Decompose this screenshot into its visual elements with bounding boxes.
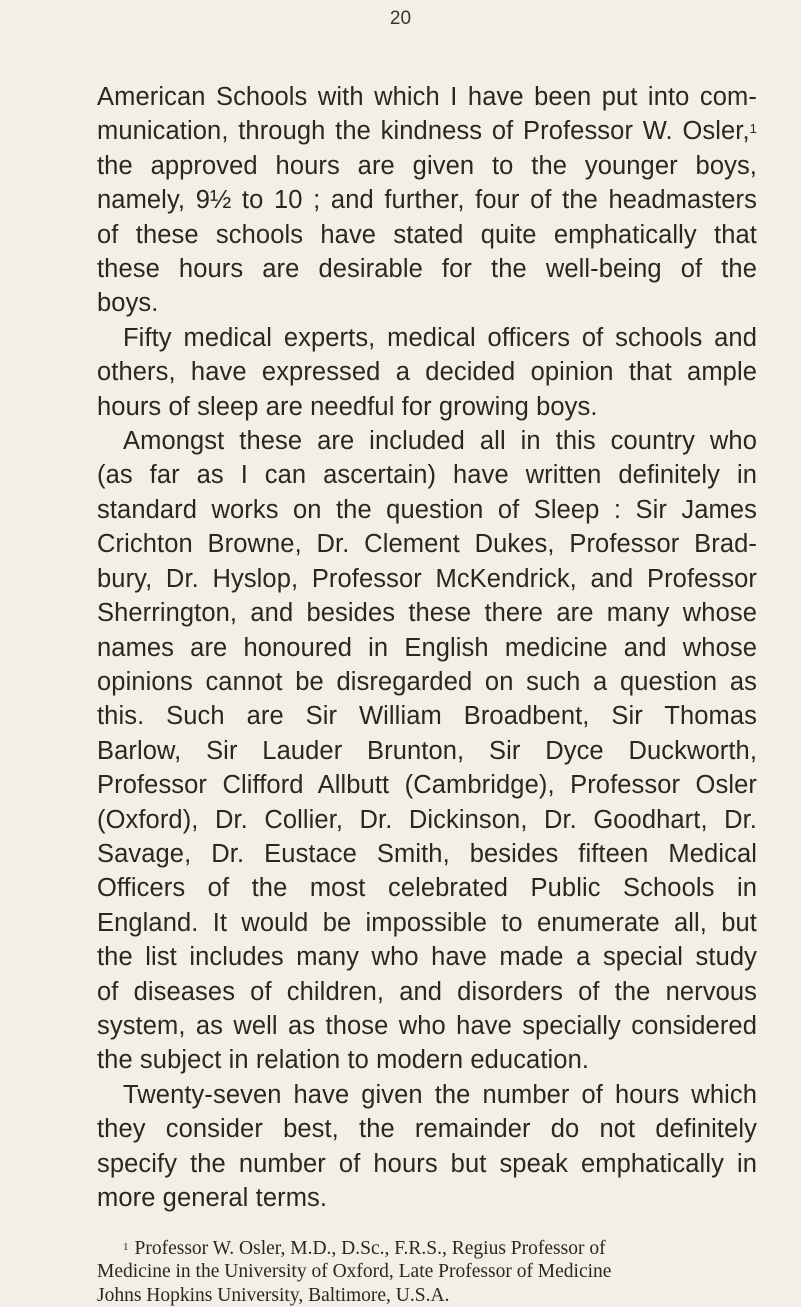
page-number: 20	[389, 8, 412, 29]
text-line: Amongst these are included all in this country who	[123, 427, 757, 456]
text-line: American Schools with which I have been put into com-	[97, 83, 757, 111]
text-line: names are honoured in English medicine and whose	[97, 633, 757, 662]
text-line: standard works on the question of Sleep : Sir James	[97, 495, 757, 524]
text-line: the approved hours are given to the younger boys,	[97, 151, 757, 180]
text-line: opinions cannot be disregarded on such a question as	[97, 667, 757, 696]
text-line: system, as well as those who have specially considered	[97, 1011, 757, 1040]
footnote-text: Professor W. Osler, M.D., D.Sc., F.R.S., Regius Professor of	[134, 1238, 606, 1259]
footnote-line: Medicine in the University of Oxford, Late Professor of Medicine	[97, 1261, 612, 1283]
text-span: munication, through the kindness of Professor W. Osler,	[97, 117, 750, 146]
text-line: namely, 9½ to 10 ; and further, four of the headmasters	[97, 186, 757, 215]
text-line	[97, 114, 757, 148]
text-line: the subject in relation to modern education.	[97, 1046, 590, 1075]
text-line: England. It would be impossible to enumerate all, but	[97, 908, 757, 937]
text-line: Professor Clifford Allbutt (Cambridge), Professor Osler	[97, 771, 757, 800]
text-line: Fifty medical experts, medical officers of schools and	[123, 323, 757, 352]
paragraph	[97, 424, 757, 1078]
footnote-line: Johns Hopkins University, Baltimore, U.S.A.	[97, 1284, 450, 1306]
text-line: (Oxford), Dr. Collier, Dr. Dickinson, Dr. Goodhart, Dr.	[97, 805, 757, 834]
text-line: they consider best, the remainder do not definitely	[97, 1115, 757, 1144]
text-line: hours of sleep are needful for growing boys.	[97, 392, 598, 421]
paragraph	[97, 1078, 757, 1216]
text-line: others, have expressed a decided opinion that ample	[97, 358, 757, 387]
text-line: boys.	[97, 289, 159, 318]
footnote-reference: 1	[749, 121, 757, 137]
text-line: this. Such are Sir William Broadbent, Sir Thomas	[97, 702, 757, 731]
text-line: Savage, Dr. Eustace Smith, besides fifteen Medical	[97, 839, 757, 868]
footnote-line	[97, 1237, 757, 1260]
text-line: Barlow, Sir Lauder Brunton, Sir Dyce Duckworth,	[97, 736, 757, 765]
paragraph	[97, 321, 757, 424]
text-line: these hours are desirable for the well-being of the	[97, 255, 757, 284]
footnote-mark: 1	[123, 1241, 129, 1253]
text-line: (as far as I can ascertain) have written definitely in	[97, 461, 757, 490]
text-line: the list includes many who have made a special study	[97, 943, 757, 972]
text-line: bury, Dr. Hyslop, Professor McKendrick, and Professor	[97, 564, 757, 593]
footnote	[97, 1237, 757, 1307]
text-line: Twenty-seven have given the number of hours which	[123, 1080, 757, 1109]
text-line: Officers of the most celebrated Public Schools in	[97, 874, 757, 903]
text-line: of diseases of children, and disorders of the nervous	[97, 977, 757, 1006]
body-text	[97, 80, 757, 1215]
text-line: of these schools have stated quite emphatically that	[97, 220, 757, 249]
text-line: specify the number of hours but speak emphatically in	[97, 1149, 757, 1178]
text-line: Crichton Browne, Dr. Clement Dukes, Professor Brad-	[97, 530, 757, 559]
text-line: more general terms.	[97, 1184, 328, 1212]
paragraph	[97, 80, 757, 321]
text-line: Sherrington, and besides these there are many whose	[97, 599, 757, 628]
